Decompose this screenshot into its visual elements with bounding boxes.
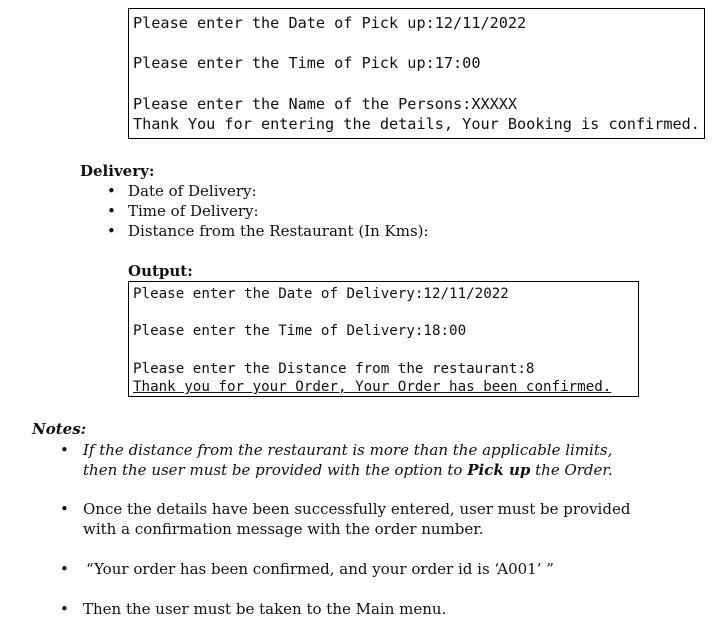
delivery-output-line: Please enter the Distance from the restaurant:8 [133, 361, 535, 377]
notes-heading: Notes: [32, 420, 87, 438]
bullet-icon: • [60, 441, 69, 459]
bullet-icon: • [107, 202, 116, 220]
bullet-icon: • [107, 222, 116, 240]
delivery-field-label: Time of Delivery: [128, 202, 259, 220]
output-heading: Output: [128, 262, 193, 280]
pickup-output-line: Thank You for entering the details, Your Booking is confirmed. [133, 115, 700, 133]
pickup-output-line: Please enter the Name of the Persons:XXXXX [133, 95, 518, 113]
list-item [107, 181, 257, 201]
note-text: Once the details have been successfully entered, user must be provided with a confirmation message with the order number. [83, 500, 631, 538]
delivery-field-label: Date of Delivery: [128, 182, 257, 200]
delivery-heading: Delivery: [80, 162, 155, 180]
note-text: “Your order has been confirmed, and your order id is ‘A001’ ” [86, 560, 554, 578]
pickup-output-line: Please enter the Time of Pick up:17:00 [133, 54, 481, 72]
bullet-icon: • [60, 600, 69, 618]
note-text: Then the user must be taken to the Main menu. [83, 600, 447, 618]
delivery-output-box [128, 281, 639, 397]
bullet-icon: • [60, 500, 69, 518]
pick-up-emphasis: Pick up [467, 461, 531, 479]
delivery-output-line: Thank you for your Order, Your Order has been confirmed. [133, 379, 612, 395]
note-text: If the distance from the restaurant is more than the applicable limits, then the user must be provided with the option to Pick up the Order. [83, 441, 613, 479]
delivery-output-line: Please enter the Date of Delivery:12/11/2022 [133, 286, 509, 302]
delivery-field-label: Distance from the Restaurant (In Kms): [128, 222, 429, 240]
bullet-icon: • [60, 560, 69, 578]
pickup-output-box [128, 8, 705, 139]
list-item [107, 201, 259, 221]
pickup-output-line: Please enter the Date of Pick up:12/11/2022 [133, 14, 527, 32]
delivery-output-line: Please enter the Time of Delivery:18:00 [133, 323, 467, 339]
list-item [107, 221, 429, 241]
bullet-icon: • [107, 182, 116, 200]
